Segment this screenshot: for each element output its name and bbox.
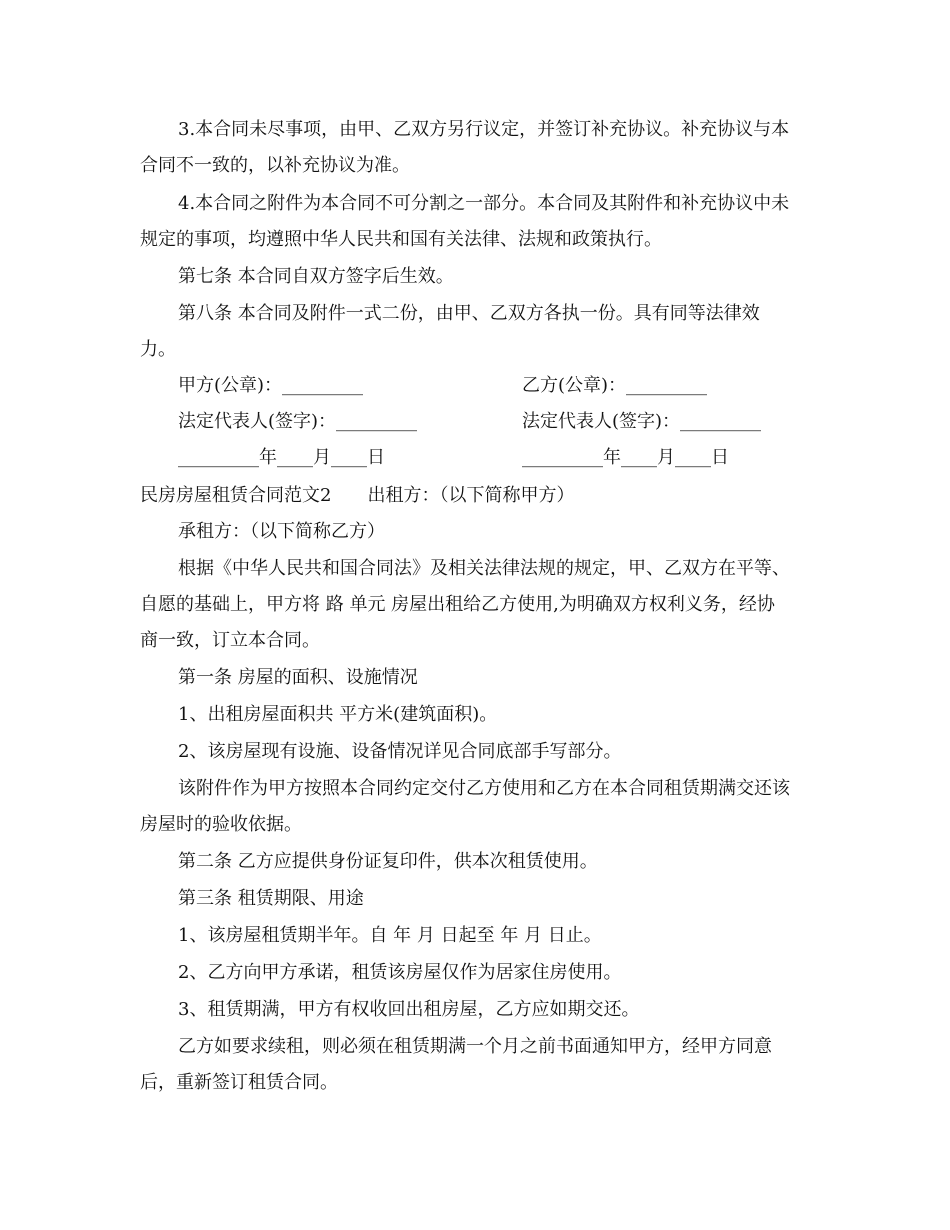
party-a-date: _________年____月____日 — [178, 447, 385, 468]
intro-line-1: 根据《中华人民共和国合同法》及相关法律法规的规定，甲、乙双方在平等、 — [178, 558, 790, 579]
intro-line-3: 商一致，订立本合同。 — [140, 630, 320, 651]
intro-line-2: 自愿的基础上，甲方将 路 单元 房屋出租给乙方使用,为明确双方权利义务，经协 — [140, 594, 775, 615]
clause-4-line-1: 4.本合同之附件为本合同不可分割之一部分。本合同及其附件和补充协议中未 — [178, 193, 790, 214]
party-a-seal: 甲方(公章)：_________ — [178, 375, 364, 396]
article-3-title: 第三条 租赁期限、用途 — [178, 888, 364, 909]
renewal-line-2: 后，重新签订租赁合同。 — [140, 1072, 338, 1093]
tenant-line: 承租方：（以下简称乙方） — [178, 521, 385, 542]
clause-4-line-2: 规定的事项，均遵照中华人民共和国有关法律、法规和政策执行。 — [140, 229, 662, 250]
article-1-item-2: 2、该房屋现有设施、设备情况详见合同底部手写部分。 — [178, 741, 622, 762]
clause-3-line-1: 3.本合同未尽事项，由甲、乙双方另行议定，并签订补充协议。补充协议与本 — [178, 119, 790, 140]
article-3-item-1: 1、该房屋租赁期半年。自 年 月 日起至 年 月 日止。 — [178, 925, 602, 946]
article-3-item-3: 3、租赁期满，甲方有权收回出租房屋，乙方应如期交还。 — [178, 999, 640, 1020]
clause-3-line-2: 合同不一致的，以补充协议为准。 — [140, 155, 410, 176]
article-1-note-line-2: 房屋时的验收依据。 — [140, 814, 302, 835]
party-b-seal: 乙方(公章)：_________ — [522, 375, 708, 396]
article-3-item-2: 2、乙方向甲方承诺，租赁该房屋仅作为居家住房使用。 — [178, 962, 622, 983]
party-b-representative: 法定代表人(签字)：_________ — [522, 411, 762, 432]
article-2: 第二条 乙方应提供身份证复印件，供本次租赁使用。 — [178, 851, 598, 872]
article-1-item-1: 1、出租房屋面积共 平方米(建筑面积)。 — [178, 704, 498, 725]
article-8-line-1: 第八条 本合同及附件一式二份，由甲、乙双方各执一份。具有同等法律效 — [178, 303, 760, 324]
second-contract-heading: 民房房屋租赁合同范文2 出租方：（以下简称甲方） — [140, 485, 575, 506]
party-b-date: _________年____月____日 — [522, 447, 729, 468]
article-1-note-line-1: 该附件作为甲方按照本合同约定交付乙方使用和乙方在本合同租赁期满交还该 — [178, 778, 790, 799]
renewal-line-1: 乙方如要求续租，则必须在租赁期满一个月之前书面通知甲方，经甲方同意 — [178, 1036, 772, 1057]
party-a-representative: 法定代表人(签字)：_________ — [178, 411, 418, 432]
article-8-line-2: 力。 — [140, 339, 176, 360]
article-7: 第七条 本合同自双方签字后生效。 — [178, 266, 454, 287]
article-1-title: 第一条 房屋的面积、设施情况 — [178, 667, 418, 688]
